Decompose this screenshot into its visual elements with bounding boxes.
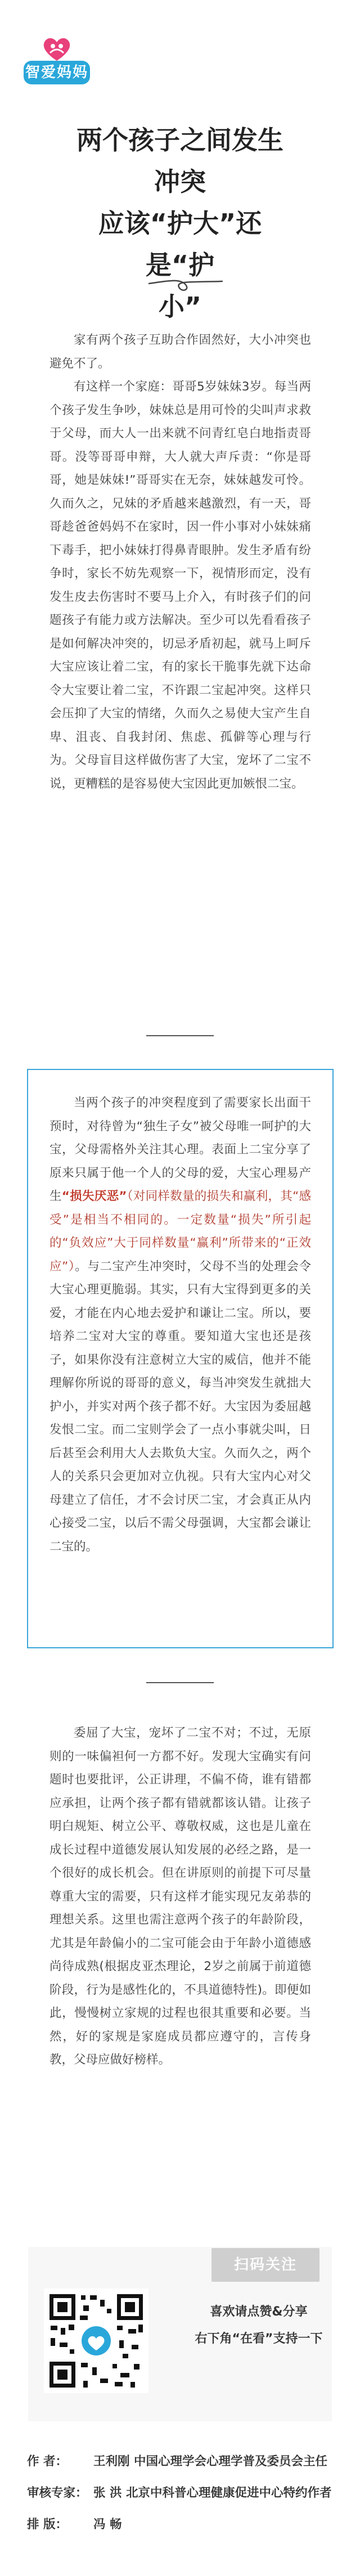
heart-family-icon bbox=[40, 35, 73, 63]
brand-logo bbox=[24, 35, 90, 86]
credit-label: 排 版： bbox=[27, 2517, 68, 2532]
paragraph: 家有两个孩子互助合作固然好，大小冲突也避免不了。 bbox=[50, 333, 311, 371]
qr-caption-2: 右下角“在看”支持一下 bbox=[195, 2332, 323, 2346]
text-run: 。与二宝产生冲突时，父母不当的处理会令大宝心理更脆弱。其实，只有大宝得到更多的关爱，才能在内心地去爱护和谦让二宝。所以，要培养二宝对大宝的尊重。要知道大宝也还是孩子，如果你没有注意树立大宝的威信，他并不能理解你所说的哥哥的意义，每当冲突发生就拙大护小，并实对两个孩子都不好。大宝因为委屈越发恨二宝。而二宝则学会了一点小事就尖叫，日后甚至会利用大人去欺负大宝。久而久之，两个人的关系只会更加对立仇视。只有大宝内心对父母建立了信任，才不会讨厌二宝，才会真正从内心接受二宝，以后不需父母强调，大宝都会谦让二宝的。 bbox=[50, 1259, 311, 1554]
qr-code-icon bbox=[44, 2289, 148, 2393]
section-2 bbox=[50, 1091, 311, 1558]
credits bbox=[27, 2451, 334, 2536]
section-3 bbox=[50, 1721, 311, 2072]
section-1 bbox=[50, 329, 311, 795]
paragraph: 有这样一个家庭：哥哥5岁妹妹3岁。每当两个孩子发生争吵，妹妹总是用可怜的尖叫声求救于父母，而大人一出来就不问青红皂白地指责哥哥。没等哥哥申辩，大人就大声斥责：“你是哥哥，她是妹妹!”哥哥实在无奈，妹妹越发可怜。久而久之，兄妹的矛盾越来越激烈，有一天，哥哥趁爸爸妈妈不在家时，因一件小事对小妹妹痛下毒手，把小妹妹打得鼻青眼肿。发生矛盾有纷争时，家长不妨先观察一下，视情形而定，没有发生皮去伤害时不要马上介入，有时孩子们的问题孩子有能力或方法解决。至少可以先看看孩子是如何解决冲突的，切忌矛盾初起，就马上呵斥大宝应该让着二宝，有的家长干脆事先就下达命令大宝要让着二宝，不许跟二宝起冲突。这样只会压抑了大宝的情绪，久而久之易使大宝产生自卑、沮丧、自我封闭、焦虑、孤僻等心理与行为。父母盲目这样做伤害了大宝，宠坏了二宝不说，更糟糕的是容易使大宝因此更加嫉恨二宝。 bbox=[50, 380, 311, 791]
qr-caption-1: 喜欢请点赞&分享 bbox=[210, 2305, 308, 2319]
logo-text: 智爱妈妈 bbox=[24, 61, 90, 84]
title-line-1: 两个孩子之间发生冲突 bbox=[76, 125, 284, 197]
section-divider bbox=[146, 1682, 214, 1683]
title-line-2: 应该“护大”还是“护 bbox=[98, 208, 262, 280]
credit-value: 王利刚 中国心理学会心理学普及委员会主任 bbox=[93, 2454, 327, 2469]
highlight-term: “损失厌恶” bbox=[61, 1189, 127, 1203]
credit-author bbox=[27, 2451, 334, 2473]
credit-editor bbox=[27, 2514, 334, 2536]
credit-value: 冯 畅 bbox=[93, 2517, 122, 2532]
squiggle-divider-icon bbox=[146, 272, 225, 295]
credit-value: 张 洪 北京中科普心理健康促进中心特约作者 bbox=[93, 2486, 332, 2500]
paragraph bbox=[50, 1091, 311, 1558]
credit-reviewer bbox=[27, 2482, 334, 2505]
paragraph: 委屈了大宝，宠坏了二宝不对；不过，无原则的一味偏袒何一方都不好。发现大宝确实有问题时也要批评，公正讲理，不偏不倚，谁有错都应承担，让两个孩子都有错就都该认错。让孩子明白规矩、树立公平、尊敬权威，这也是儿童在成长过程中道德发展认知发展的必经之路，是一个很好的成长机会。但在讲原则的前提下可尽量尊重大宝的需要，只有这样才能实现兄友弟恭的理想关系。这里也需注意两个孩子的年龄阶段，尤其是年龄偏小的二宝可能会由于年龄小道德感尚待成熟(根据皮亚杰理论，2岁之前属于前道德阶段，行为是感性化的，不具道德特性)。即便如此，慢慢树立家规的过程也很其重要和必要。当然，好的家规是家庭成员都应遵守的，言传身教，父母应做好榜样。 bbox=[50, 1726, 311, 2067]
section-divider bbox=[146, 1035, 214, 1036]
title-line-3: 小” bbox=[158, 291, 202, 322]
qr-code[interactable] bbox=[44, 2289, 148, 2393]
article-title bbox=[73, 119, 287, 327]
credit-label: 作 者： bbox=[27, 2454, 68, 2469]
credit-label: 审核专家： bbox=[27, 2486, 88, 2500]
follow-button[interactable]: 扫码关注 bbox=[212, 2248, 320, 2282]
highlight-explanation: （对同样数量的损失和赢利，其“感受”是相当不相同的。一定数量“损失”所引起的“负效应”大于同样数量“赢利”所带来的“正效应”） bbox=[50, 1189, 311, 1274]
text-run: 当两个孩子的冲突程度到了需要家长出面干预时，对待曾为“独生子女”被父母唯一呵护的大宝，父母需格外关注其心理。表面上二宝分享了原来只属于他一个人的父母的爱，大宝心理易产生 bbox=[50, 1096, 311, 1203]
